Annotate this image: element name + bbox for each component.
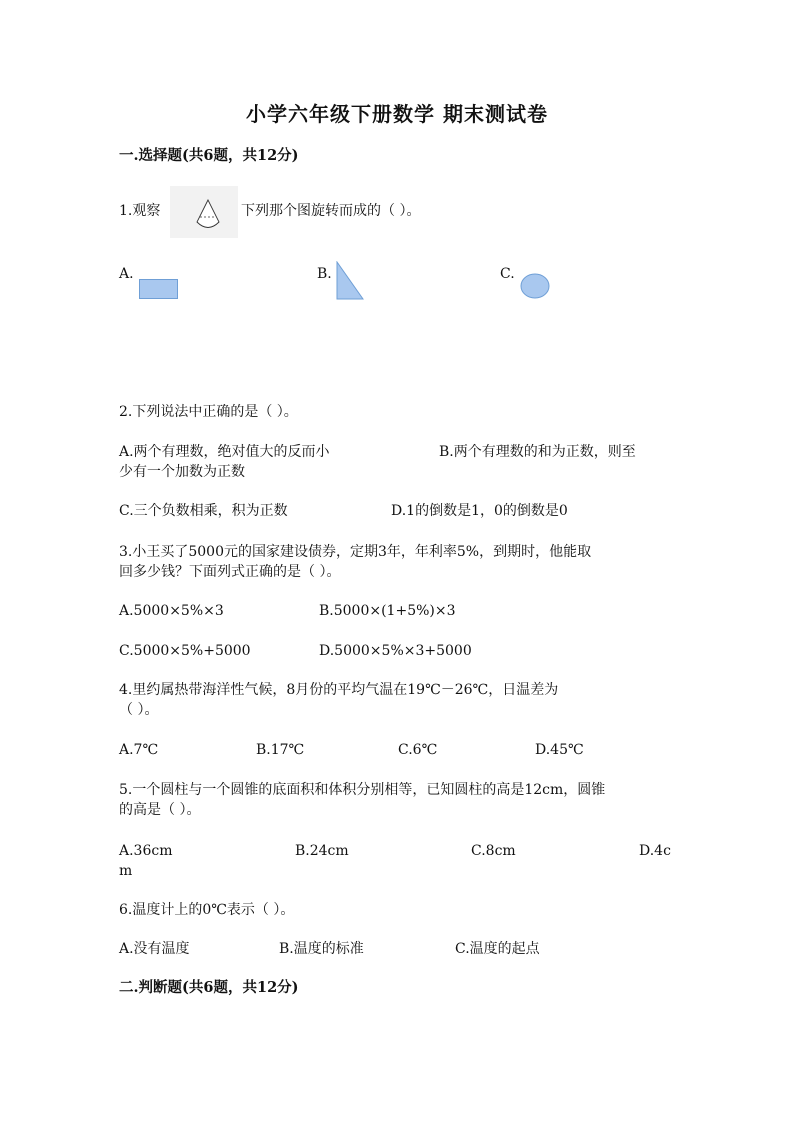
q2-option-c[interactable]: C.三个负数相乘，积为正数: [119, 503, 288, 519]
q4-option-c[interactable]: C.6℃: [398, 742, 438, 758]
q3-option-d[interactable]: D.5000×5%×3+5000: [319, 643, 472, 659]
q1-option-c-label[interactable]: C.: [500, 266, 515, 282]
q3-option-a[interactable]: A.5000×5%×3: [119, 603, 224, 619]
q1-stem: 下列那个图旋转而成的（ ）。: [241, 203, 421, 219]
rectangle-figure: [139, 279, 179, 304]
q3-stem: 3.小王买了5000元的国家建设债券，定期3年，年利率5%，到期时，他能取: [119, 544, 592, 560]
q2-option-a[interactable]: A.两个有理数，绝对值大的反而小: [119, 444, 330, 460]
right-triangle-figure: [335, 261, 365, 305]
q5-option-c[interactable]: C.8cm: [471, 843, 516, 859]
q6-option-c[interactable]: C.温度的起点: [455, 941, 540, 957]
q6-stem: 6.温度计上的0℃表示（ ）。: [119, 902, 295, 918]
q1-option-a-label[interactable]: A.: [119, 266, 134, 282]
circle-figure: [519, 272, 551, 304]
q5-option-d[interactable]: D.4c: [639, 843, 671, 859]
q5-option-d-cont: m: [119, 863, 133, 879]
q4-stem: 4.里约属热带海洋性气候，8月份的平均气温在19℃－26℃，日温差为: [119, 682, 559, 698]
q5-stem: 5.一个圆柱与一个圆锥的底面积和体积分别相等，已知圆柱的高是12cm，圆锥: [119, 782, 606, 798]
q6-option-b[interactable]: B.温度的标准: [279, 941, 364, 957]
q3-option-b[interactable]: B.5000×(1+5%)×3: [319, 603, 456, 619]
q4-option-a[interactable]: A.7℃: [119, 742, 159, 758]
q2-option-b-cont: 少有一个加数为正数: [119, 464, 245, 480]
q2-stem: 2.下列说法中正确的是（ ）。: [119, 404, 298, 420]
q4-option-b[interactable]: B.17℃: [256, 742, 305, 758]
section-heading-judgement: 二.判断题(共6题，共12分): [119, 979, 299, 996]
q1-prefix: 1.观察: [119, 203, 161, 219]
q6-option-a[interactable]: A.没有温度: [119, 941, 190, 957]
section-heading-choice: 一.选择题(共6题，共12分): [119, 147, 299, 164]
q4-option-d[interactable]: D.45℃: [535, 742, 584, 758]
q5-option-a[interactable]: A.36cm: [119, 843, 173, 859]
cone-figure: [170, 186, 238, 238]
q3-stem-cont: 回多少钱？下面列式正确的是（ ）。: [119, 564, 341, 580]
q5-stem-cont: 的高是（ ）。: [119, 802, 201, 818]
q2-option-b[interactable]: B.两个有理数的和为正数，则至: [439, 444, 636, 460]
page-title: 小学六年级下册数学 期末测试卷: [246, 102, 548, 126]
q3-option-c[interactable]: C.5000×5%+5000: [119, 643, 251, 659]
q2-option-d[interactable]: D.1的倒数是1，0的倒数是0: [391, 503, 568, 519]
q1-option-b-label[interactable]: B.: [317, 266, 332, 282]
q4-stem-cont: （ ）。: [119, 702, 159, 718]
q5-option-b[interactable]: B.24cm: [295, 843, 349, 859]
